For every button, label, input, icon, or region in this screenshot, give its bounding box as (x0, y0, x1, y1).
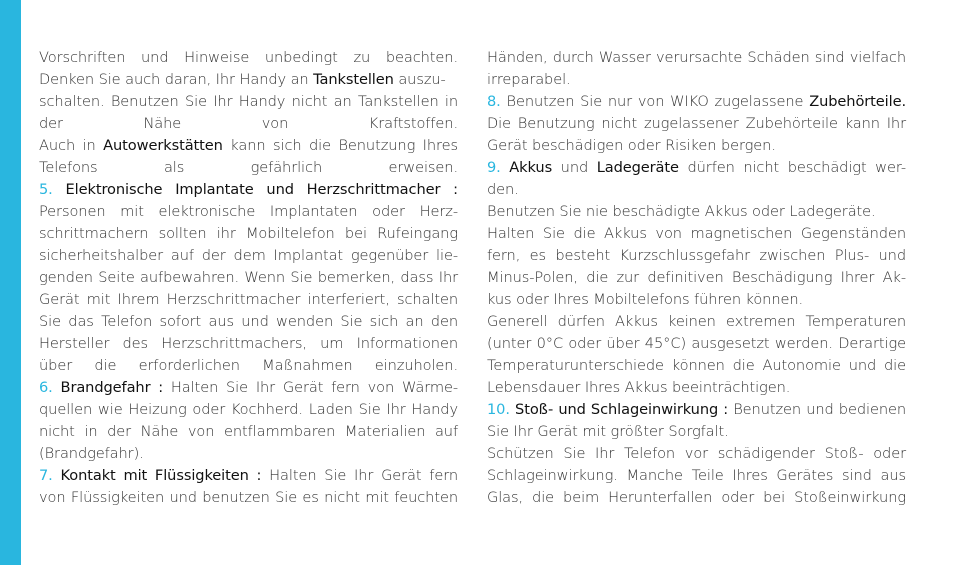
text-run: dürfen nicht beschädigt wer- (678, 159, 906, 176)
text-line (487, 113, 906, 135)
text-line (39, 113, 458, 135)
text-line (487, 421, 906, 443)
text-line (487, 465, 906, 487)
section-number: 10. (487, 401, 516, 418)
text-run: (Brandgefahr). (39, 445, 144, 462)
text-line (39, 157, 458, 179)
text-run: Vorschriften und Hinweise unbedingt zu beachten. (39, 49, 458, 66)
text-line (39, 223, 458, 245)
text-run: Telefons als gefährlich erweisen. (39, 159, 458, 176)
text-run: Minus-Polen, die zur definitiven Beschädigung Ihrer Ak- (487, 269, 906, 286)
text-run: schrittmachern sollten ihr Mobiltelefon bei Rufeingang (39, 225, 458, 242)
text-run: Generell dürfen Akkus keinen extremen Temperaturen (487, 313, 906, 330)
keyword: Autowerkstätten (103, 137, 223, 154)
text-line (39, 355, 458, 377)
text-run: sicherheitshalber auf der dem Implantat gegenüber lie- (39, 247, 458, 264)
text-run: Personen mit elektronische Implantaten oder Herz- (39, 203, 458, 220)
text-line (487, 135, 906, 157)
section-number: 9. (487, 159, 510, 176)
text-line (487, 157, 906, 179)
text-run: (unter 0°C oder über 45°C) ausgesetzt werden. Derartige (487, 335, 906, 352)
text-line (487, 267, 906, 289)
text-line (39, 399, 458, 421)
text-line (39, 267, 458, 289)
text-line (39, 91, 458, 113)
text-line (487, 201, 906, 223)
text-line (39, 311, 458, 333)
section-number: 5. (39, 181, 66, 198)
text-run: Schlageinwirkung. Manche Teile Ihres Gerätes sind aus (487, 467, 906, 484)
keyword: Kontakt mit Flüssigkeiten : (60, 467, 262, 484)
text-run: Die Benutzung nicht zugelassener Zubehörteile kann Ihr (487, 115, 906, 132)
keyword: Tankstellen (313, 71, 394, 88)
text-line (39, 487, 458, 509)
text-line (487, 355, 906, 377)
text-run: Halten Sie Ihr Gerät fern (261, 467, 459, 484)
text-run: Hersteller des Herzschrittmachers, um Informationen (39, 335, 458, 352)
text-line (39, 245, 458, 267)
text-line (39, 443, 458, 465)
text-run: und (552, 159, 597, 176)
text-line (487, 399, 906, 421)
text-line (487, 223, 906, 245)
text-run: Schützen Sie Ihr Telefon vor schädigender Stoß- oder (487, 445, 906, 462)
text-run: Lebensdauer Ihres Akkus beeinträchtigen. (487, 379, 791, 396)
page-edge-accent-bar (0, 0, 21, 565)
text-line (39, 179, 458, 201)
text-run: kus oder Ihres Mobiltelefons führen können. (487, 291, 804, 308)
text-line (487, 179, 906, 201)
text-run: nicht in der Nähe von entflammbaren Materialien auf (39, 423, 458, 440)
text-run: kann sich die Benutzung Ihres (222, 137, 458, 154)
keyword: Stoß- und Schlageinwirkung : (515, 401, 729, 418)
text-run: Benutzen und bedienen (728, 401, 907, 418)
text-run: Glas, die beim Herunterfallen oder bei Stoßeinwirkung (487, 489, 906, 506)
text-line (487, 377, 906, 399)
text-run: Sie Ihr Gerät mit größter Sorgfalt. (487, 423, 729, 440)
text-line (487, 47, 906, 69)
text-line (487, 487, 906, 509)
text-line (487, 333, 906, 355)
text-run: Denken Sie auch daran, Ihr Handy an (39, 71, 314, 88)
text-run: Benutzen Sie nur von WIKO zugelassene (506, 93, 810, 110)
keyword: Akkus (509, 159, 553, 176)
text-run: von Flüssigkeiten und benutzen Sie es nicht mit feuchten (39, 489, 458, 506)
text-run: irreparabel. (487, 71, 571, 88)
text-line (39, 201, 458, 223)
text-line (487, 311, 906, 333)
text-run: über die erforderlichen Maßnahmen einzuholen. (39, 357, 458, 374)
text-run: Sie das Telefon sofort aus und wenden Sie sich an den (39, 313, 458, 330)
text-run: auszu- (393, 71, 446, 88)
text-line (487, 245, 906, 267)
text-line (39, 421, 458, 443)
text-line (39, 465, 458, 487)
keyword: Elektronische Implantate und Herzschrittmacher : (65, 181, 458, 198)
text-line (39, 47, 458, 69)
text-run: Halten Sie die Akkus von magnetischen Gegenständen (487, 225, 906, 242)
section-number: 7. (39, 467, 61, 484)
section-number: 8. (487, 93, 507, 110)
text-line (39, 377, 458, 399)
text-run: Temperaturunterschiede können die Autonomie und die (487, 357, 906, 374)
keyword: Zubehörteile. (809, 93, 906, 110)
text-run: der Nähe von Kraftstoffen. (39, 115, 458, 132)
text-line (487, 289, 906, 311)
text-run: den. (487, 181, 519, 198)
keyword: Brandgefahr : (60, 379, 164, 396)
text-run: Benutzen Sie nie beschädigte Akkus oder Ladegeräte. (487, 203, 876, 220)
text-line (487, 443, 906, 465)
keyword: Ladegeräte (596, 159, 679, 176)
text-line (487, 91, 906, 113)
text-line (39, 333, 458, 355)
text-run: Gerät mit Ihrem Herzschrittmacher interferiert, schalten (39, 291, 458, 308)
text-run: Auch in (39, 137, 104, 154)
text-line (39, 135, 458, 157)
text-run: schalten. Benutzen Sie Ihr Handy nicht an Tankstellen in (39, 93, 458, 110)
text-run: genden Seite aufbewahren. Wenn Sie bemerken, dass Ihr (39, 269, 458, 286)
text-line (39, 69, 458, 91)
text-line (487, 69, 906, 91)
section-number: 6. (39, 379, 61, 396)
text-run: Halten Sie Ihr Gerät fern von Wärme- (163, 379, 458, 396)
text-run: Händen, durch Wasser verursachte Schäden sind vielfach (487, 49, 906, 66)
text-run: quellen wie Heizung oder Kochherd. Laden Sie Ihr Handy (39, 401, 458, 418)
text-run: Gerät beschädigen oder Risiken bergen. (487, 137, 776, 154)
text-line (39, 289, 458, 311)
text-run: fern, es besteht Kurzschlussgefahr zwischen Plus- und (487, 247, 906, 264)
